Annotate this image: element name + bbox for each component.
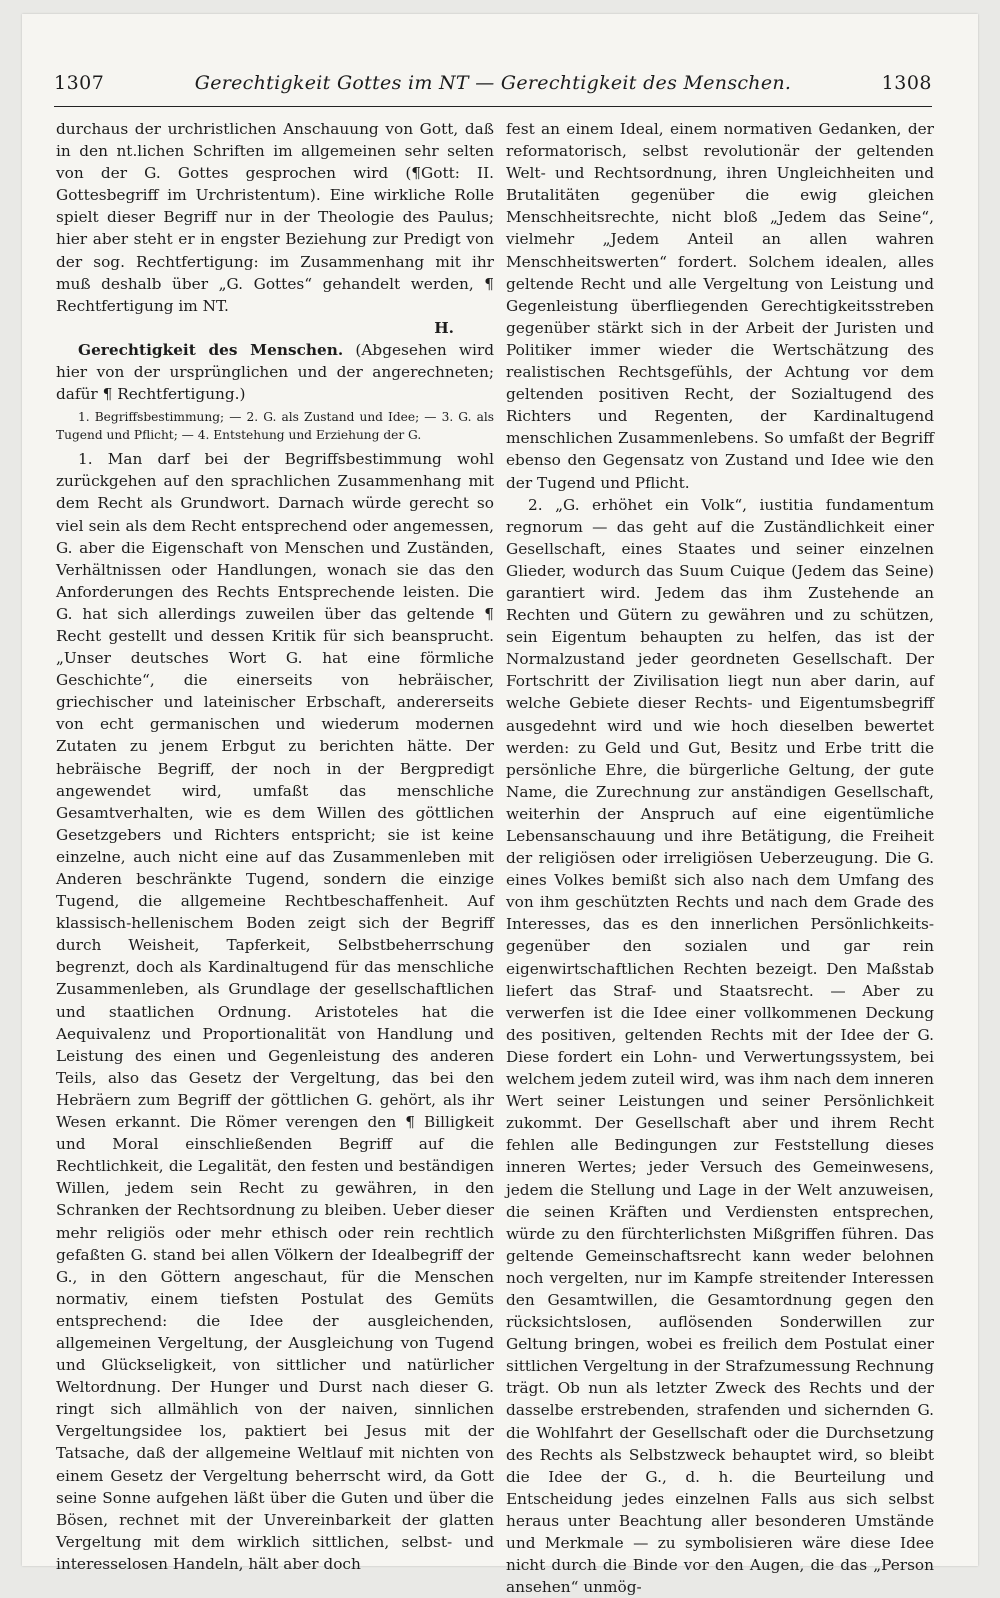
page: [22, 14, 978, 1597]
section-heading-paragraph: [56, 339, 494, 405]
left-column: [56, 118, 494, 1573]
page-number-right: 1308: [881, 72, 932, 94]
right-paragraph-2: 2. „G. erhöhet ein Volk“, iustitia fundamentum regnorum — das geht auf die Zuständlichkeit einer Gesellschaft, eines Staates und seiner einzelnen Glieder, wodurch das Suum Cuique (Jedem das Seine) garantiert wird. Jedem das ihm Zustehende an Rechten und Gütern zu gewähren und zu schützen, sein Eigentum behaupten zu helfen, das ist der Normalzustand jeder geordneten Gesellschaft. Der Fortschritt der Zivilisation liegt nun aber darin, auf welche Gebiete dieser Rechts- und Eigentumsbegriff ausgedehnt wird und wie hoch dieselben bewertet werden: zu Geld und Gut, Besitz und Erbe tritt die persönliche Ehre, die bürgerliche Geltung, der gute Name, die Zurechnung zur anständigen Gesellschaft, weiterhin der Anspruch auf eine eigentümliche Lebensanschauung und ihre Betätigung, die Freiheit der religiösen oder irreligiösen Ueberzeugung. Die G. eines Volkes bemißt sich also nach dem Umfang des von ihm geschützten Rechts und nach dem Grade des Interesses, das es den innerlichen Persönlichkeits- gegenüber den sozialen und gar rein eigenwirtschaftlichen Rechten bezeigt. Den Maßstab liefert das Straf- und Staatsrecht. — Aber zu verwerfen ist die Idee einer vollkommenen Deckung des positiven, geltenden Rechts mit der Idee der G. Diese fordert ein Lohn- und Verwertungssystem, bei welchem jedem zuteil wird, was ihm nach dem inneren Wert seiner Leistungen und seiner Persönlichkeit zukommt. Der Gesellschaft aber und ihrem Recht fehlen alle Bedingungen zur Feststellung dieses inneren Wertes; jeder Versuch des Gemeinwesens, jedem die Stellung und Lage in der Welt anzuweisen, die seinen Kräften und Verdiensten entsprechen, würde zu den fürchterlichsten Mißgriffen führen. Das geltende Gemeinschaftsrecht kann weder belohnen noch vergelten, nur im Kampfe streitender Interessen den Gesamtwillen, die Gesamtordnung gegen den rücksichtslosen, auflösenden Sonderwillen zur Geltung bringen, wobei es freilich dem Postulat einer sittlichen Vergeltung in der Strafzumessung Rechnung trägt. Ob nun als letzter Zweck des Rechts und der dasselbe erstrebenden, strafenden und sichernden G. die Wohlfahrt der Gesellschaft oder die Durchsetzung des Rechts als Selbstzweck behauptet wird, so bleibt die Idee der G., d. h. die Beurteilung und Entscheidung jedes einzelnen Falls aus sich selbst heraus unter Beachtung aller besonderen Umstände und Merkmale — zu symbolisieren wäre diese Idee nicht durch die Binde vor den Augen, die das „Person ansehen“ unmög-: [506, 495, 934, 1597]
left-paragraph-2: 1. Man darf bei der Begriffsbestimmung wohl zurückgehen auf den sprachlichen Zusammenhang mit dem Recht als Grundwort. Darnach würde gerecht so viel sein als dem Recht entsprechend oder angemessen, G. aber die Eigenschaft von Menschen und Zuständen, Verhältnissen oder Handlungen, wonach sie das den Anforderungen des Rechts Entsprechende leisten. Die G. hat sich allerdings zuweilen über das geltende ¶ Recht gestellt und dessen Kritik für sich beansprucht. „Unser deutsches Wort G. hat eine förmliche Geschichte“, die einerseits von hebräischer, griechischer und lateinischer Erbschaft, andererseits von echt germanischen und wiederum modernen Zutaten zu jenem Erbgut zu berichten hätte. Der hebräische Begriff, der noch in der Bergpredigt angewendet wird, umfaßt das menschliche Gesamtverhalten, wie es dem Willen des göttlichen Gesetzgebers und Richters entspricht; sie ist keine einzelne, auch nicht eine auf das Zusammenleben mit Anderen beschränkte Tugend, sondern die einzige Tugend, die allgemeine Rechtbeschaffenheit. Auf klassisch-hellenischem Boden zeigt sich der Begriff durch Weisheit, Tapferkeit, Selbstbeherrschung begrenzt, doch als Kardinaltugend für das menschliche Zusammenleben, als Grundlage der gesellschaftlichen und staatlichen Ordnung. Aristoteles hat die Aequivalenz und Proportionalität von Handlung und Leistung des einen und Gegenleistung des anderen Teils, also das Gesetz der Vergeltung, das bei den Hebräern zum Begriff der göttlichen G. gehört, als ihr Wesen erkannt. Die Römer verengen den ¶ Billigkeit und Moral einschließenden Begriff auf die Rechtlichkeit, die Legalität, den festen und beständigen Willen, jedem sein Recht zu gewähren, in den Schranken der Rechtsordnung zu bleiben. Ueber dieser mehr religiös oder mehr ethisch oder rein rechtlich gefaßten G. stand bei allen Völkern der Idealbegriff der G., in den Göttern angeschaut, für die Menschen normativ, einem tiefsten Postulat des Gemüts entsprechend: die Idee der ausgleichenden, allgemeinen Vergeltung, der Ausgleichung von Tugend und Glückseligkeit, von sittlicher und natürlicher Weltordnung. Der Hunger und Durst nach dieser G. ringt sich allmählich von der naiven, sinnlichen Vergeltungsidee los, paktiert bei Jesus mit der Tatsache, daß der allgemeine Weltlauf mit nichten von einem Gesetz der Vergeltung beherrscht wird, da Gott seine Sonne aufgehen läßt über die Guten und über die Bösen, rechnet mit der Unvereinbarkeit der glatten Vergeltung mit dem wirklich sittlichen, selbst- und interesselosen Handeln, hält aber doch: [56, 450, 494, 1573]
running-title: Gerechtigkeit Gottes im NT — Gerechtigkeit des Menschen.: [194, 72, 792, 94]
right-paragraph-1: fest an einem Ideal, einem normativen Gedanken, der reformatorisch, selbst revolutionär der geltenden Welt- und Rechtsordnung, ihren Ungleichheiten und Brutalitäten gegenüber die ewig gleichen Menschheitsrechte, nicht bloß „Jedem das Seine“, vielmehr „Jedem Anteil an allen wahren Menschheitswerten“ fordert. Solchem idealen, alles geltende Recht und alle Vergeltung von Leistung und Gegenleistung überfliegenden Gerechtigkeitsstreben gegenüber stärkt sich in der Arbeit der Juristen und Politiker immer wieder die Wertschätzung des realistischen Rechtsgefühls, der Achtung vor dem geltenden positiven Recht, der Sozialtugend des Richters und Regenten, der Kardinaltugend menschlichen Zusammenlebens. So umfaßt der Begriff ebenso den Gegensatz von Zustand und Idee wie den der Tugend und Pflicht.: [506, 120, 934, 492]
section-heading-note: (Abgesehen wird hier von der ursprünglichen und der angerechneten; dafür ¶ Rechtfertigung.): [56, 340, 494, 404]
left-paragraph-1: durchaus der urchristlichen Anschauung von Gott, daß in den nt.lichen Schriften im allgemeinen sehr selten von der G. Gottes gesprochen wird (¶Gott: II. Gottesbegriff im Urchristentum). Eine wirkliche Rolle spielt dieser Begriff nur in der Theologie des Paulus; hier aber steht er in engster Beziehung zur Predigt von der sog. Rechtfertigung: im Zusammenhang mit ihr muß deshalb über „G. Gottes“ gehandelt werden, ¶ Rechtfertigung im NT.: [56, 120, 494, 315]
page-number-left: 1307: [54, 72, 105, 94]
page-header: [54, 72, 932, 107]
section-contents: 1. Begriffsbestimmung; — 2. G. als Zustand und Idee; — 3. G. als Tugend und Pflicht; — 4. Entstehung und Erziehung der G.: [56, 410, 494, 443]
section-heading: Gerechtigkeit des Menschen.: [78, 340, 344, 359]
right-column: [506, 118, 934, 1597]
author-initial: H.: [434, 318, 454, 337]
